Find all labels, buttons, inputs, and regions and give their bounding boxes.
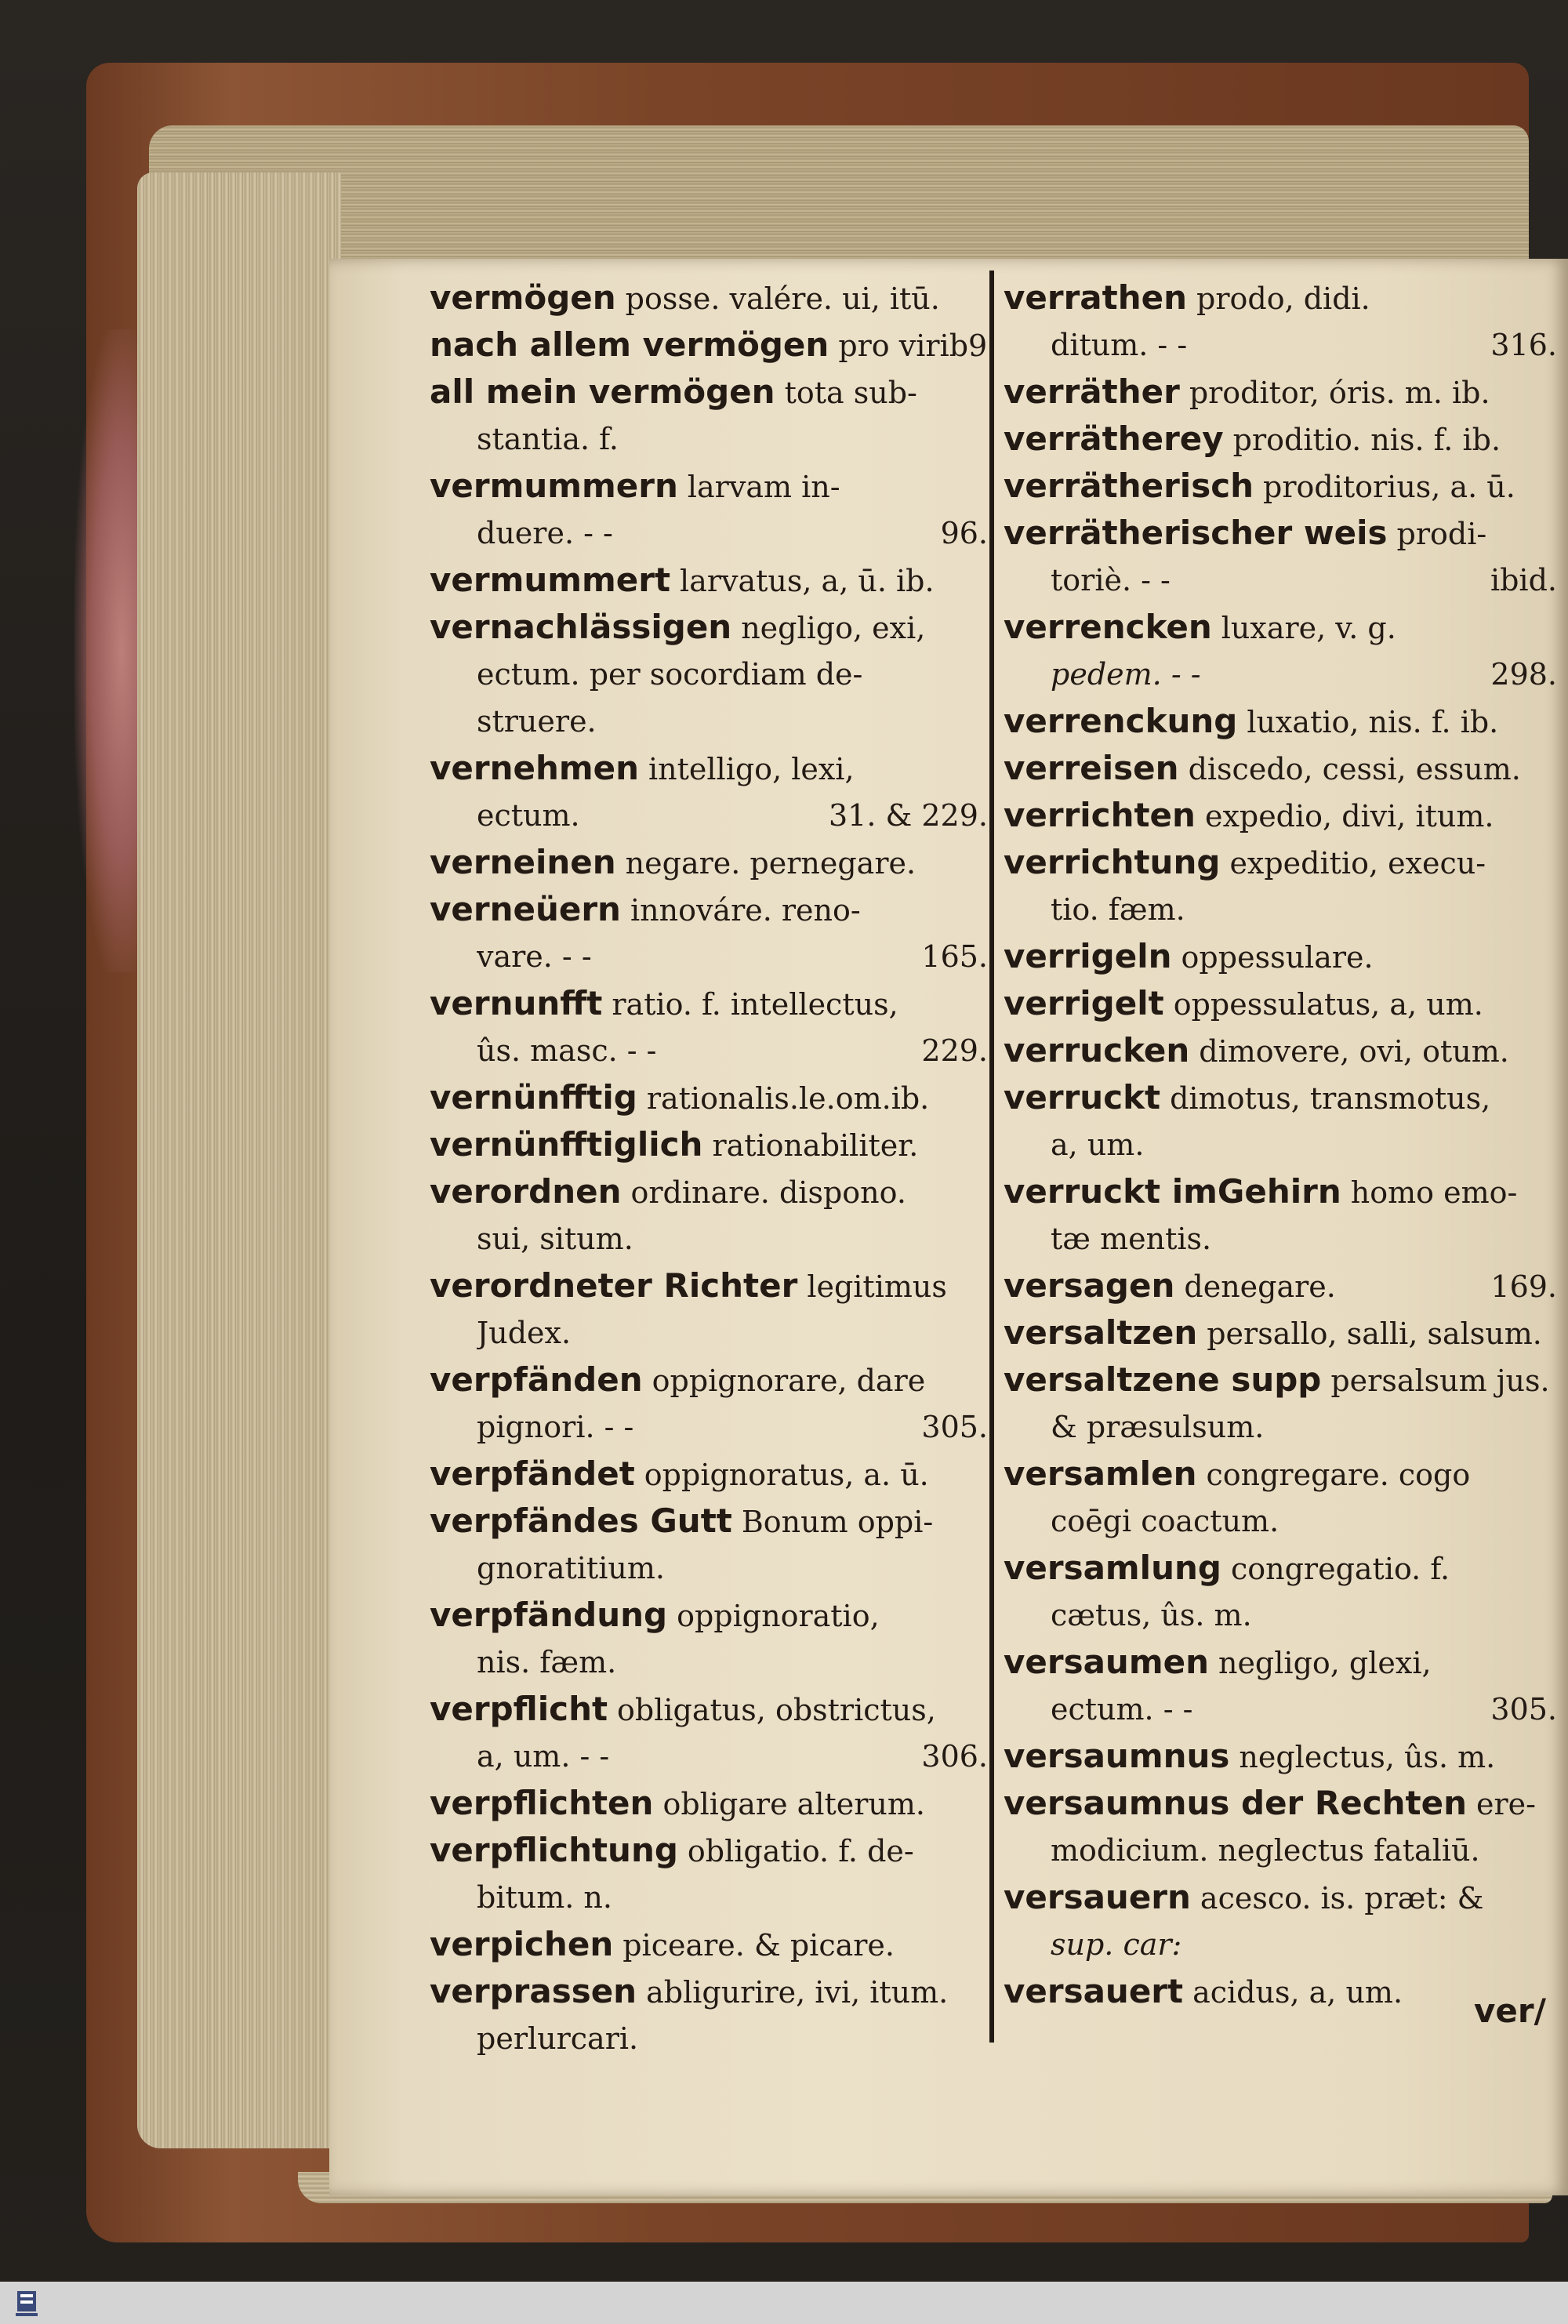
latin-gloss: piceare. & picare.: [622, 1928, 895, 1963]
latin-gloss: ectum. per socordiam de-: [477, 657, 863, 692]
headword: versaltzene supp: [1004, 1360, 1322, 1399]
headword: versamlen: [1004, 1454, 1197, 1493]
latin-gloss: obligatio. f. de-: [687, 1834, 914, 1868]
page-block-fore-edge: [137, 172, 341, 2148]
dictionary-line: [1004, 1686, 1557, 1733]
latin-gloss: stantia. f.: [477, 422, 619, 456]
headword: versaltzen: [1004, 1313, 1198, 1352]
latin-gloss: acesco. is. præt: &: [1200, 1881, 1484, 1915]
latin-gloss: pro virib9: [838, 329, 988, 363]
dictionary-line: [430, 1168, 988, 1215]
dictionary-line: [430, 1215, 988, 1262]
latin-gloss: tota sub-: [784, 376, 917, 410]
latin-gloss: homo emo-: [1350, 1175, 1518, 1210]
latin-gloss: proditio. nis. f. ib.: [1232, 423, 1501, 457]
headword: verrigelt: [1004, 984, 1164, 1022]
latin-gloss: discedo, cessi, essum.: [1188, 752, 1521, 786]
dictionary-line: [1004, 1356, 1557, 1403]
dictionary-line: [1004, 1733, 1557, 1780]
dictionary-line: [430, 321, 988, 369]
dictionary-line: [430, 1121, 988, 1168]
dictionary-line: [1004, 321, 1557, 369]
dictionary-line: [430, 510, 988, 557]
dictionary-line: [1004, 1921, 1557, 1968]
latin-gloss: tæ mentis.: [1051, 1222, 1212, 1256]
dictionary-line: [1004, 1874, 1557, 1921]
latin-gloss: toriè. - -: [1051, 563, 1171, 597]
dictionary-line: [430, 745, 988, 792]
headword: vernehmen: [430, 749, 640, 787]
dictionary-line: [1004, 604, 1557, 651]
dictionary-line: [430, 1356, 988, 1403]
headword: versauert: [1004, 1972, 1184, 2010]
dictionary-line: [1004, 1403, 1557, 1451]
latin-gloss: larvam in-: [687, 470, 840, 504]
headword: verpichen: [430, 1925, 614, 1963]
dictionary-line: [1004, 416, 1557, 463]
dictionary-line: [430, 698, 988, 745]
page-reference: 31. & 229.: [828, 798, 988, 833]
latin-gloss: perlurcari.: [477, 2021, 639, 2056]
headword: verruckt imGehirn: [1004, 1172, 1341, 1211]
dictionary-line: [1004, 839, 1557, 886]
dictionary-line: [1004, 1498, 1557, 1545]
dictionary-line: [1004, 1780, 1557, 1827]
dictionary-line: [430, 792, 988, 839]
latin-gloss: Judex.: [477, 1316, 572, 1350]
headword: verpflichtung: [430, 1831, 678, 1869]
latin-gloss: Bonum oppi-: [741, 1505, 934, 1539]
headword: verrichtung: [1004, 843, 1221, 881]
page-reference: 165.: [921, 939, 988, 974]
dictionary-line: [1004, 792, 1557, 839]
headword: vernünfftiglich: [430, 1125, 703, 1164]
headword: nach allem vermögen: [430, 325, 829, 364]
headword: verräther: [1004, 372, 1180, 411]
latin-gloss: prodi-: [1396, 517, 1487, 551]
dictionary-line: [430, 1074, 988, 1121]
page-reference: 229.: [921, 1033, 988, 1068]
latin-gloss: innováre. reno-: [630, 893, 861, 928]
latin-gloss: cætus, ûs. m.: [1051, 1598, 1252, 1632]
headword: all mein vermögen: [430, 372, 775, 411]
headword: verrichten: [1004, 796, 1196, 834]
headword: vernünfftig: [430, 1078, 637, 1117]
dictionary-line: [1004, 1639, 1557, 1686]
latin-gloss: a, um.: [1051, 1128, 1145, 1162]
dictionary-line: [1004, 980, 1557, 1027]
headword: versamlung: [1004, 1549, 1221, 1587]
dictionary-line: [430, 1968, 988, 2015]
latin-gloss: legitimus: [807, 1269, 947, 1304]
latin-gloss: acidus, a, um.: [1192, 1975, 1403, 2010]
latin-gloss: dimotus, transmotus,: [1170, 1081, 1491, 1116]
dictionary-line: [430, 369, 988, 416]
dictionary-line: [1004, 1074, 1557, 1121]
headword: verneüern: [430, 890, 621, 928]
latin-gloss: ectum. - -: [1051, 1692, 1193, 1727]
latin-gloss: pignori. - -: [477, 1410, 634, 1444]
catchword: ver/: [1474, 1992, 1546, 2030]
latin-gloss: expeditio, execu-: [1229, 846, 1486, 881]
dictionary-line: [1004, 933, 1557, 980]
headword: vermummern: [430, 467, 678, 505]
latin-gloss: oppessulare.: [1181, 940, 1374, 975]
latin-gloss: ordinare. dispono.: [630, 1175, 906, 1210]
latin-gloss: ûs. masc. - -: [477, 1033, 657, 1068]
dictionary-line: [430, 1780, 988, 1827]
dictionary-line: [430, 1309, 988, 1356]
headword: vernachlässigen: [430, 608, 732, 646]
headword: verrencken: [1004, 608, 1212, 646]
headword: verrätherey: [1004, 419, 1224, 458]
dictionary-line: [430, 886, 988, 933]
latin-gloss: nis. fæm.: [477, 1645, 617, 1679]
latin-gloss: proditor, óris. m. ib.: [1189, 376, 1490, 410]
headword: verpfändet: [430, 1454, 635, 1493]
latin-gloss: ectum.: [477, 798, 580, 833]
dictionary-line: [430, 604, 988, 651]
latin-gloss: posse. valére. ui, itū.: [625, 281, 940, 316]
page-reference: 298.: [1490, 657, 1557, 692]
latin-gloss: congregare. cogo: [1206, 1458, 1471, 1492]
latin-gloss: a, um. - -: [477, 1739, 610, 1774]
latin-gloss: sui, situm.: [477, 1222, 633, 1256]
dictionary-line: [1004, 274, 1557, 321]
latin-gloss: denegare.: [1184, 1269, 1336, 1304]
headword: verrathen: [1004, 278, 1187, 317]
dictionary-line: [430, 1733, 988, 1780]
dictionary-line: [1004, 1592, 1557, 1639]
page-block-top-edge: [149, 125, 1529, 274]
headword: verneinen: [430, 843, 616, 881]
latin-gloss: neglectus, ûs. m.: [1239, 1740, 1496, 1774]
headword: verordnen: [430, 1172, 622, 1211]
latin-gloss: duere. - -: [477, 516, 613, 550]
latin-gloss: pedem. - -: [1051, 657, 1201, 692]
latin-gloss: rationalis.le.om.ib.: [646, 1081, 930, 1116]
dictionary-line: [430, 1639, 988, 1686]
dictionary-line: [1004, 745, 1557, 792]
dictionary-line: [430, 1027, 988, 1074]
headword: verpfändung: [430, 1596, 668, 1634]
headword: verpfändes Gutt: [430, 1502, 732, 1540]
dictionary-line: [1004, 1827, 1557, 1874]
headword: verrigeln: [1004, 937, 1172, 975]
latin-gloss: gnoratitium.: [477, 1551, 665, 1585]
latin-gloss: ditum. - -: [1051, 328, 1188, 362]
dictionary-line: [430, 1545, 988, 1592]
latin-gloss: intelligo, lexi,: [648, 752, 855, 786]
dictionary-line: [430, 1498, 988, 1545]
latin-gloss: coēgi coactum.: [1051, 1504, 1279, 1538]
dictionary-line: [1004, 1027, 1557, 1074]
latin-gloss: tio. fæm.: [1051, 892, 1185, 927]
dictionary-line: [430, 274, 988, 321]
headword: vermögen: [430, 278, 616, 317]
latin-gloss: luxare, v. g.: [1221, 611, 1396, 645]
latin-gloss: negligo, glexi,: [1218, 1646, 1432, 1680]
headword: verpfänden: [430, 1360, 643, 1399]
headword: verrätherischer weis: [1004, 514, 1388, 552]
latin-gloss: vare. - -: [477, 939, 592, 974]
dictionary-line: [430, 651, 988, 698]
latin-gloss: ratio. f. intellectus,: [612, 987, 898, 1022]
page-reference: 306.: [921, 1739, 988, 1774]
page-reference: 96.: [940, 516, 988, 550]
dictionary-line: [1004, 651, 1557, 698]
dictionary-line: [1004, 886, 1557, 933]
dictionary-line: [1004, 698, 1557, 745]
viewer-footer-bar: [0, 2282, 1568, 2324]
dictionary-line: [430, 463, 988, 510]
headword: verpflichten: [430, 1784, 654, 1822]
latin-gloss: sup. car:: [1051, 1927, 1182, 1962]
headword: verprassen: [430, 1972, 637, 2010]
dictionary-line: [1004, 369, 1557, 416]
dictionary-line: [430, 1592, 988, 1639]
dictionary-line: [430, 1451, 988, 1498]
dictionary-line: [430, 416, 988, 463]
dictionary-line: [430, 1686, 988, 1733]
latin-gloss: negare. pernegare.: [625, 846, 916, 881]
latin-gloss: modicium. neglectus fataliū.: [1051, 1833, 1480, 1868]
latin-gloss: oppignoratio,: [677, 1599, 880, 1633]
dictionary-line: [1004, 1215, 1557, 1262]
headword: versaumnus der Rechten: [1004, 1784, 1467, 1822]
right-column: [1004, 274, 1557, 2015]
dictionary-line: [1004, 1309, 1557, 1356]
dictionary-line: [430, 839, 988, 886]
dictionary-line: [430, 2015, 988, 2062]
latin-gloss: struere.: [477, 704, 597, 739]
dictionary-line: [430, 1874, 988, 1921]
latin-gloss: expedio, divi, itum.: [1204, 799, 1494, 833]
dictionary-line: [430, 1827, 988, 1874]
dictionary-line: [1004, 1262, 1557, 1309]
headword: vermummert: [430, 561, 671, 599]
dictionary-line: [1004, 1545, 1557, 1592]
latin-gloss: & præsulsum.: [1051, 1410, 1265, 1444]
latin-gloss: oppignorare, dare: [652, 1364, 926, 1398]
latin-gloss: persallo, salli, salsum.: [1207, 1316, 1542, 1351]
latin-gloss: proditorius, a. ū.: [1263, 470, 1515, 504]
dictionary-line: [430, 1262, 988, 1309]
headword: verreisen: [1004, 749, 1179, 787]
dictionary-line: [430, 933, 988, 980]
dictionary-line: [430, 557, 988, 604]
page-reference: 305.: [1490, 1692, 1557, 1727]
page-reference: 169.: [1490, 1269, 1557, 1304]
dictionary-line: [1004, 557, 1557, 604]
dictionary-line: [1004, 463, 1557, 510]
page-reference: 305.: [921, 1410, 988, 1444]
headword: versauern: [1004, 1878, 1191, 1916]
headword: versaumen: [1004, 1643, 1209, 1681]
latin-gloss: obligare alterum.: [662, 1787, 925, 1821]
dictionary-line: [1004, 510, 1557, 557]
latin-gloss: luxatio, nis. f. ib.: [1247, 705, 1499, 739]
headword: vernunfft: [430, 984, 603, 1022]
column-rule: [989, 271, 994, 2043]
dictionary-line: [1004, 1451, 1557, 1498]
latin-gloss: obligatus, obstrictus,: [617, 1693, 936, 1727]
headword: verpflicht: [430, 1690, 608, 1728]
latin-gloss: prodo, didi.: [1196, 281, 1370, 316]
left-column: [430, 274, 988, 2062]
latin-gloss: oppessulatus, a, um.: [1173, 987, 1483, 1022]
page-reference: 316.: [1490, 328, 1557, 362]
page-reference: ibid.: [1490, 563, 1557, 597]
dictionary-line: [1004, 1121, 1557, 1168]
headword: verrucken: [1004, 1031, 1190, 1069]
library-logo-icon: [11, 2288, 42, 2319]
dictionary-line: [430, 980, 988, 1027]
latin-gloss: larvatus, a, ū. ib.: [680, 564, 935, 598]
latin-gloss: dimovere, ovi, otum.: [1199, 1034, 1509, 1069]
headword: versagen: [1004, 1266, 1175, 1305]
headword: versaumnus: [1004, 1737, 1230, 1775]
latin-gloss: bitum. n.: [477, 1880, 612, 1915]
latin-gloss: oppignoratus, a. ū.: [644, 1458, 929, 1492]
latin-gloss: negligo, exi,: [741, 611, 926, 645]
dictionary-line: [430, 1921, 988, 1968]
latin-gloss: persalsum jus.: [1330, 1364, 1550, 1398]
headword: verrenckung: [1004, 702, 1238, 740]
headword: verrätherisch: [1004, 467, 1254, 505]
latin-gloss: rationabiliter.: [712, 1128, 919, 1163]
headword: verruckt: [1004, 1078, 1161, 1117]
dictionary-line: [430, 1403, 988, 1451]
dictionary-line: [1004, 1168, 1557, 1215]
headword: verordneter Richter: [430, 1266, 798, 1305]
latin-gloss: abligurire, ivi, itum.: [646, 1975, 949, 2010]
latin-gloss: congregatio. f.: [1230, 1552, 1450, 1586]
latin-gloss: ere-: [1475, 1787, 1536, 1821]
